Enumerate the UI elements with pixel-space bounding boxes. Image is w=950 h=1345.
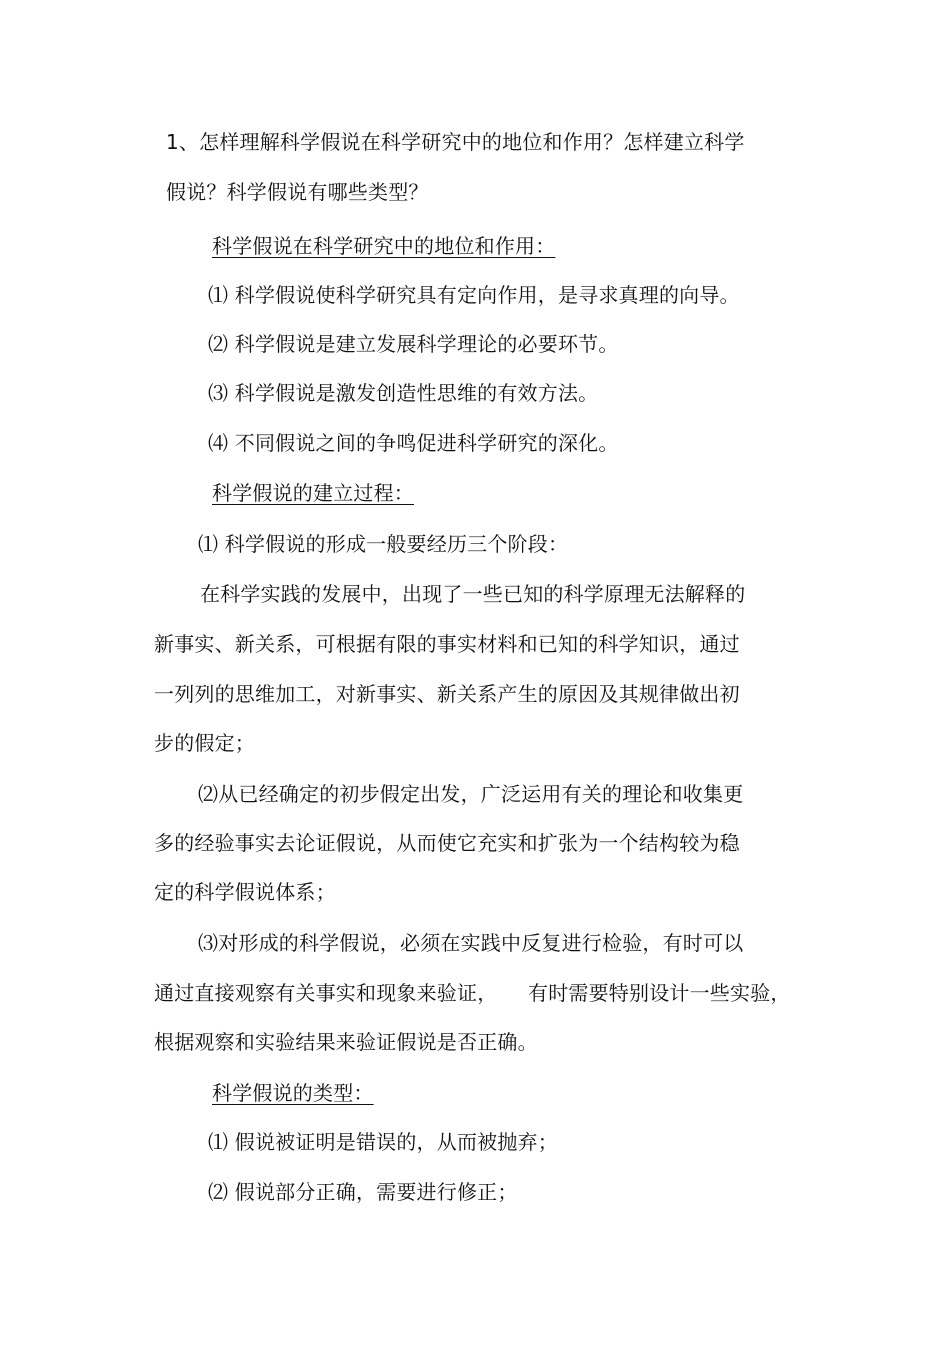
process-step-2-line-1: ⑵从已经确定的初步假定出发，广泛运用有关的理论和收集更 <box>198 782 744 806</box>
process-step-1-line-3: 一列列的思维加工，对新事实、新关系产生的原因及其规律做出初 <box>154 682 740 706</box>
process-step-1-line-2: 新事实、新关系，可根据有限的事实材料和已知的科学知识，通过 <box>154 632 740 656</box>
types-item-1: ⑴ 假说被证明是错误的，从而被抛弃； <box>208 1130 558 1154</box>
section-heading-role: 科学假说在科学研究中的地位和作用： <box>212 234 556 258</box>
process-step-1-title: ⑴ 科学假说的形成一般要经历三个阶段： <box>198 532 569 556</box>
role-item-4: ⑷ 不同假说之间的争鸣促进科学研究的深化。 <box>208 431 619 455</box>
types-item-2: ⑵ 假说部分正确，需要进行修正； <box>208 1180 518 1204</box>
process-step-3-line-2a: 通过直接观察有关事实和现象来验证， <box>154 981 498 1005</box>
role-item-2: ⑵ 科学假说是建立发展科学理论的必要环节。 <box>208 332 619 356</box>
role-item-3: ⑶ 科学假说是激发创造性思维的有效方法。 <box>208 381 599 405</box>
question-line-2: 假说？科学假说有哪些类型？ <box>166 180 429 204</box>
process-step-2-line-2: 多的经验事实去论证假说，从而使它充实和扩张为一个结构较为稳 <box>154 831 740 855</box>
process-step-3-line-3: 根据观察和实验结果来验证假说是否正确。 <box>154 1030 538 1054</box>
section-heading-process: 科学假说的建立过程： <box>212 481 414 505</box>
role-item-1: ⑴ 科学假说使科学研究具有定向作用，是寻求真理的向导。 <box>208 283 740 307</box>
question-line-1: 1、怎样理解科学假说在科学研究中的地位和作用？怎样建立科学 <box>166 130 745 154</box>
process-step-1-line-1: 在科学实践的发展中，出现了一些已知的科学原理无法解释的 <box>200 582 746 606</box>
process-step-3-line-1: ⑶对形成的科学假说，必须在实践中反复进行检验，有时可以 <box>198 931 744 955</box>
process-step-2-line-3: 定的科学假说体系； <box>154 880 336 904</box>
process-step-3-line-2b: 有时需要特别设计一些实验， <box>528 981 791 1005</box>
process-step-1-line-4: 步的假定； <box>154 731 255 755</box>
section-heading-types: 科学假说的类型： <box>212 1081 374 1105</box>
